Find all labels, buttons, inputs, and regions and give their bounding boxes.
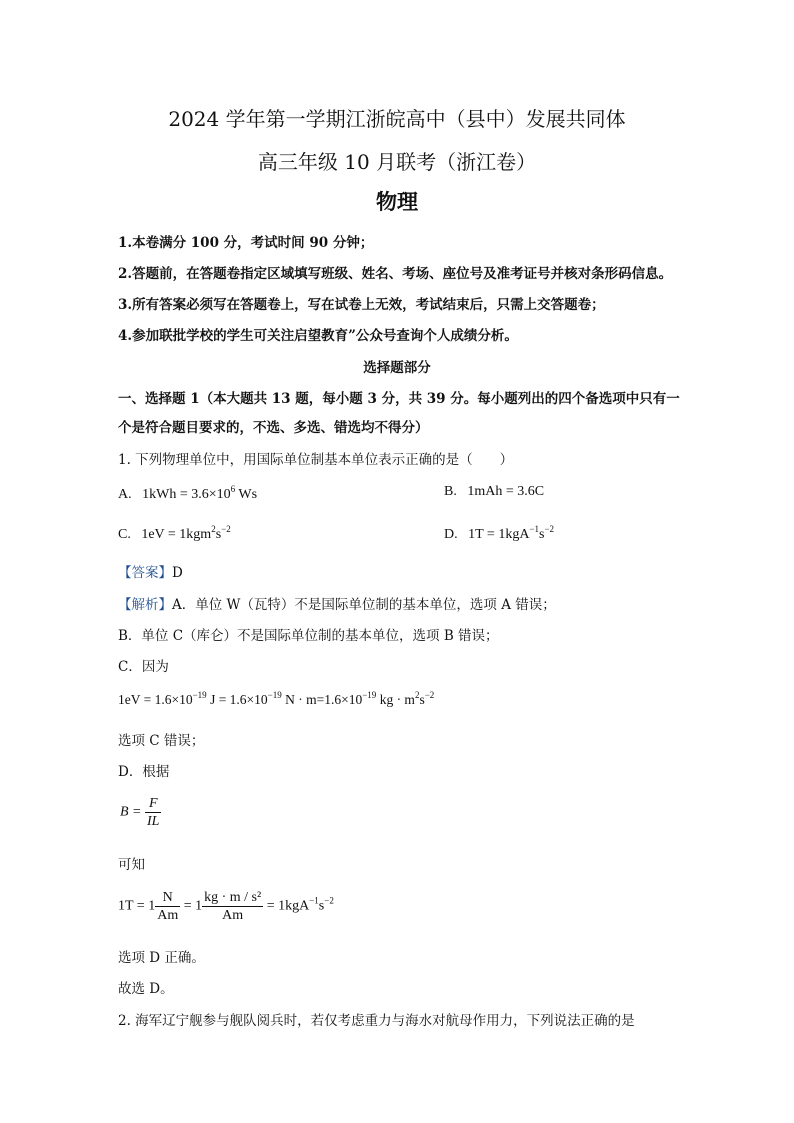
section-instruction-1: 一、选择题 1（本大题共 13 题，每小题 3 分，共 39 分。每小题列出的四个备选项中只有一: [118, 391, 680, 407]
option-a-exp: 6: [230, 484, 236, 494]
option-b-label: B.: [444, 484, 457, 499]
note-2: 2.答题前，在答题卷指定区域填写班级、姓名、考场、座位号及准考证号并核对条形码信息。: [118, 266, 673, 282]
eq-t-exp1: −1: [309, 895, 319, 906]
option-d-exp2: −2: [544, 524, 555, 534]
eq-t-part4: s: [318, 898, 325, 914]
eq-b-fraction: [145, 795, 161, 830]
eq-c-exp1: −19: [192, 690, 207, 700]
eq-t-f1-den: Am: [157, 908, 179, 923]
option-c-exp2: −2: [221, 524, 231, 534]
option-d-exp1: −1: [529, 524, 540, 534]
answer-tag: 【答案】: [118, 565, 172, 581]
analysis-b: B．单位 C（库仑）不是国际单位制的基本单位，选项 B 错误；: [118, 628, 499, 644]
note-1: 1.本卷满分 100 分，考试时间 90 分钟；: [118, 235, 374, 251]
eq-t-exp2: −2: [324, 895, 334, 906]
analysis-a-text: A．单位 W（瓦特）不是国际单位制的基本单位，选项 A 错误；: [172, 597, 556, 613]
eq-t-part2: = 1: [183, 898, 203, 914]
eq-t-fraction2: [202, 889, 263, 924]
option-d-mid: s: [539, 527, 545, 542]
note-4: 4.参加联批学校的学生可关注启望教育”公众号查询个人成绩分析。: [118, 328, 518, 344]
eq-c-part4: kg · m: [376, 692, 415, 707]
eq-c-part2: J = 1.6×10: [206, 692, 268, 707]
option-a: [118, 484, 257, 503]
option-c-label: C.: [118, 527, 131, 542]
section-instruction-2: 个是符合题目要求的，不选、多选、错选均不得分）: [118, 420, 429, 436]
eq-c-part5: s: [419, 692, 425, 707]
analysis-tag: 【解析】: [118, 597, 172, 613]
option-c: [118, 524, 231, 543]
know-text: 可知: [118, 857, 145, 873]
eq-t-f2-num: kg · m / s²: [204, 890, 262, 905]
option-a-text: 1kWh = 3.6×10: [142, 487, 231, 502]
analysis-c-intro: C．因为: [118, 659, 169, 675]
subject-title: 物理: [376, 189, 418, 214]
analysis-c-end: 选项 C 错误；: [118, 733, 205, 749]
analysis-a: [118, 593, 556, 613]
section-title: 选择题部分: [363, 360, 431, 376]
option-b: [444, 484, 544, 500]
analysis-d-intro: D．根据: [118, 764, 170, 780]
eq-t-f1-num: N: [155, 889, 180, 907]
eq-b-numerator: F: [145, 795, 161, 813]
equation-ev-conversion: [118, 690, 434, 708]
question-1-stem: 1. 下列物理单位中，用国际单位制基本单位表示正确的是（ ）: [118, 452, 514, 468]
eq-c-exp4: 2: [414, 690, 420, 700]
answer-value: D: [172, 565, 183, 581]
eq-c-part3: N · m=1.6×10: [281, 692, 363, 707]
equation-tesla: [118, 889, 334, 924]
option-b-text: 1mAh = 3.6C: [467, 484, 545, 499]
option-c-exp1: 2: [211, 524, 216, 534]
eq-t-part3: = 1kgA: [266, 898, 310, 914]
option-d: [444, 524, 554, 543]
eq-b-lhs: B =: [120, 804, 142, 820]
note-3: 3.所有答案必须写在答题卷上，写在试卷上无效，考试结束后，只需上交答题卷；: [118, 297, 605, 313]
analysis-d-end: 选项 D 正确。: [118, 950, 205, 966]
exam-title-line1: 2024 学年第一学期江浙皖高中（县中）发展共同体: [168, 107, 626, 131]
eq-c-exp3: −19: [362, 690, 377, 700]
option-a-tail: Ws: [235, 487, 258, 502]
eq-c-exp5: −2: [424, 690, 435, 700]
option-c-text: 1eV = 1kgm: [141, 527, 212, 542]
option-c-mid: s: [215, 527, 222, 542]
answer-line: [118, 561, 183, 581]
equation-b-field: [120, 795, 161, 830]
eq-t-fraction1: [155, 889, 180, 924]
option-a-label: A.: [118, 487, 132, 502]
conclusion: 故选 D。: [118, 981, 174, 997]
eq-t-f2-den: Am: [222, 908, 244, 923]
question-2-stem: 2. 海军辽宁舰参与舰队阅兵时，若仅考虑重力与海水对航母作用力，下列说法正确的是: [118, 1013, 635, 1029]
eq-t-part1: 1T = 1: [118, 898, 156, 914]
option-d-label: D.: [444, 527, 458, 542]
eq-c-part1: 1eV = 1.6×10: [118, 692, 193, 707]
eq-b-denominator: IL: [147, 814, 160, 829]
option-d-text: 1T = 1kgA: [468, 527, 530, 542]
exam-title-line2: 高三年级 10 月联考（浙江卷）: [257, 150, 537, 174]
eq-c-exp2: −19: [267, 690, 282, 700]
